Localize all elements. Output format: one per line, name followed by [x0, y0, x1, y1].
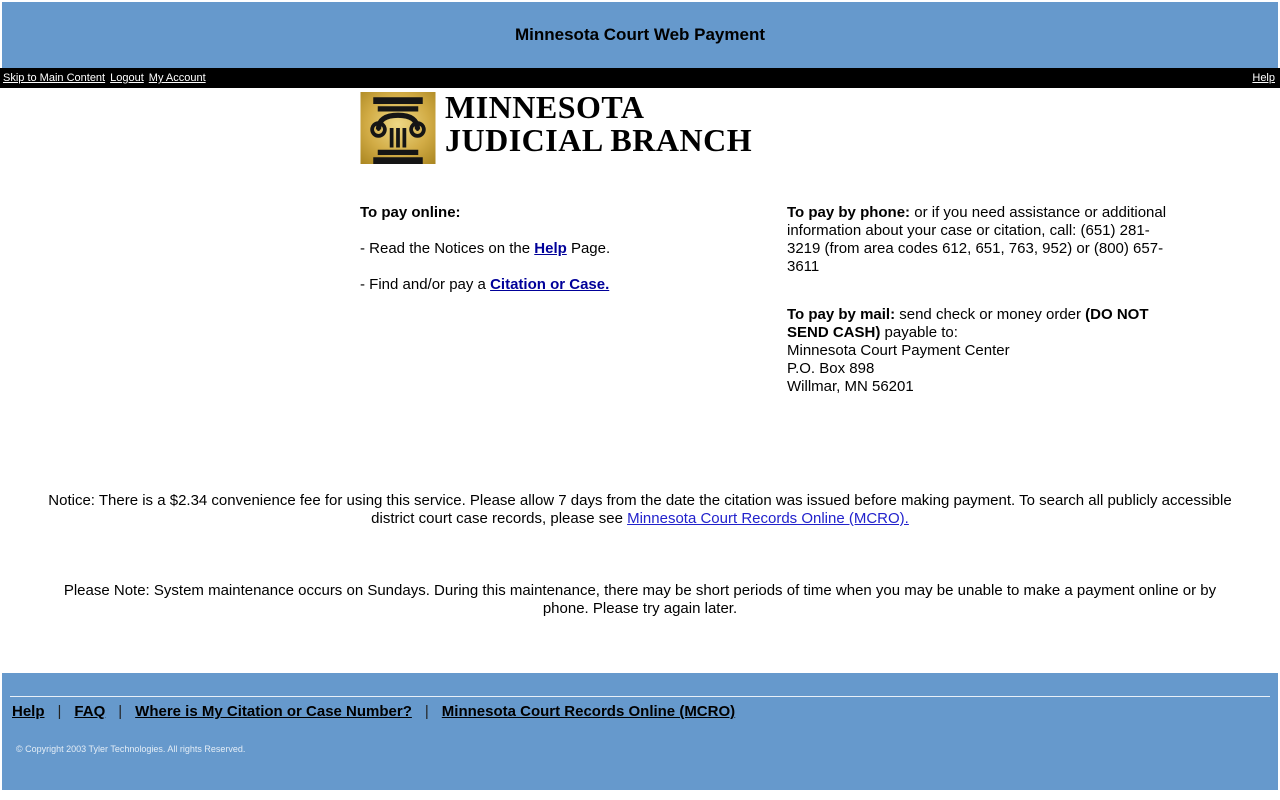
payment-info-columns — [360, 204, 1280, 396]
pay-by-mail-paragraph — [787, 306, 1177, 396]
notice-text: Notice: There is a $2.34 convenience fee for using this service. Please allow 7 days from the date the citation was issued before making payment. To search all publicly accessible district court case records, please see — [48, 492, 1232, 527]
pay-by-phone-paragraph — [787, 204, 1177, 276]
footer-separator: | — [424, 703, 429, 720]
footer-where-is-citation-link[interactable]: Where is My Citation or Case Number? — [135, 703, 412, 720]
nav-bar — [0, 68, 1280, 88]
pay-online-heading: To pay online: — [360, 204, 461, 221]
footer-mcro-link[interactable]: Minnesota Court Records Online (MCRO) — [441, 703, 736, 720]
mail-address-line-2: P.O. Box 898 — [787, 360, 875, 377]
logo-line-1: MINNESOTA — [445, 89, 645, 125]
mcro-notice-link[interactable]: Minnesota Court Records Online (MCRO). — [627, 510, 909, 527]
footer — [2, 673, 1278, 790]
logo-line-2: JUDICIAL BRANCH — [445, 122, 753, 158]
footer-links — [2, 697, 1278, 720]
footer-separator: | — [57, 703, 62, 720]
app-title-bar — [2, 2, 1278, 68]
maintenance-note: Please Note: System maintenance occurs on Sundays. During this maintenance, there may be short periods of time when you may be unable to make a payment online or by phone. Please try again later. — [63, 582, 1217, 617]
judicial-branch-logo — [360, 88, 1280, 164]
pay-by-phone-text: or if you need assistance or additional information about your case or citation, call: (651) 281-3219 (from area codes 612, 651, 763, 952) or (800) 657-3611 — [787, 204, 1167, 275]
convenience-fee-notice — [42, 492, 1238, 528]
logout-link[interactable]: Logout — [110, 72, 144, 84]
footer-help-link[interactable]: Help — [12, 703, 45, 720]
copyright-text: © Copyright 2003 Tyler Technologies. All rights Reserved. — [16, 744, 246, 754]
column-icon — [360, 92, 436, 164]
mail-address-line-1: Minnesota Court Payment Center — [787, 342, 1010, 359]
footer-separator: | — [118, 703, 123, 720]
pay-by-mail-label: To pay by mail: — [787, 306, 896, 323]
pay-by-mail-text2: payable to: — [880, 324, 958, 341]
pay-by-mail-text1: send check or money order — [895, 306, 1086, 323]
find-pay-line — [360, 276, 787, 294]
read-notices-pre: - Read the Notices on the — [360, 240, 535, 257]
mail-address-line-3: Willmar, MN 56201 — [787, 378, 914, 395]
my-account-link[interactable]: My Account — [148, 72, 206, 84]
page-title: Minnesota Court Web Payment — [515, 25, 765, 44]
footer-faq-link[interactable]: FAQ — [74, 703, 106, 720]
skip-to-main-content-link[interactable]: Skip to Main Content — [3, 72, 106, 84]
read-notices-post: Page. — [566, 240, 611, 257]
nav-left-links — [3, 72, 206, 84]
pay-online-section — [360, 204, 787, 396]
logo-wordmark — [445, 91, 752, 157]
pay-by-phone-label: To pay by phone: — [787, 204, 911, 221]
nav-help-link[interactable]: Help — [1252, 72, 1275, 84]
help-page-link[interactable]: Help — [534, 240, 567, 257]
do-not-send-cash-label: (DO NOT SEND CASH) — [787, 306, 1149, 341]
pay-phone-mail-section — [787, 204, 1177, 396]
find-pay-pre: - Find and/or pay a — [360, 276, 491, 293]
citation-or-case-link[interactable]: Citation or Case. — [490, 276, 610, 293]
read-notices-line — [360, 240, 787, 258]
